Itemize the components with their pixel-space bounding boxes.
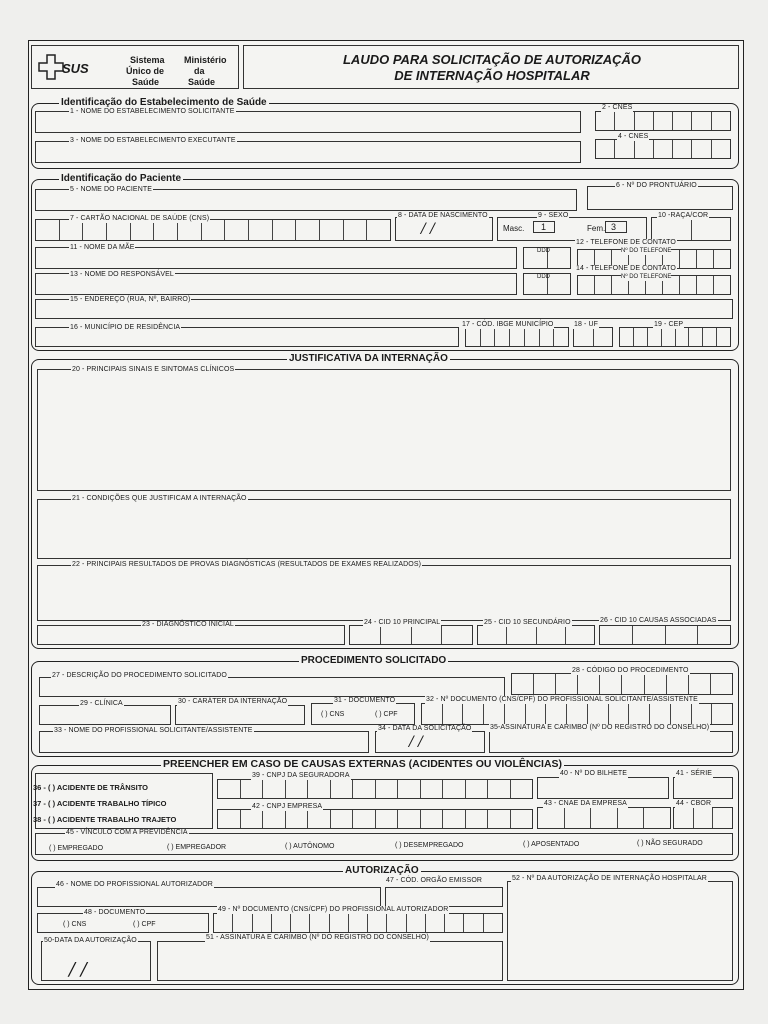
section-title-justificativa: JUSTIFICATIVA DA INTERNAÇÃO bbox=[289, 353, 448, 364]
sexo-masc-label: Masc. bbox=[503, 224, 525, 233]
label-field-31: 31 - DOCUMENTO bbox=[334, 697, 396, 704]
label-field-15: 15 - ENDEREÇO (RUA, Nº, BAIRRO) bbox=[70, 296, 191, 303]
ntel-label-2: Nº DO TELEFONE bbox=[621, 274, 672, 280]
field-20-sinais-sintomas[interactable] bbox=[37, 369, 731, 491]
field-24-cid-principal[interactable] bbox=[349, 625, 473, 645]
field-49-num-documento-autorizador[interactable] bbox=[213, 913, 503, 933]
label-field-35: 35-ASSINATURA E CARIMBO (Nº DO REGISTRO DO CONSELHO) bbox=[490, 724, 710, 731]
field-21-condicoes[interactable] bbox=[37, 499, 731, 559]
field-17-cod-ibge[interactable] bbox=[465, 327, 569, 347]
field-35-assinatura-carimbo[interactable] bbox=[489, 731, 733, 753]
sexo-fem-label: Fem. bbox=[587, 224, 606, 233]
sistema-line2: Único de bbox=[126, 66, 165, 76]
field-28-codigo-procedimento[interactable] bbox=[511, 673, 733, 695]
label-field-3: 3 - NOME DO ESTABELECIMENTO EXECUTANTE bbox=[70, 137, 236, 144]
label-field-19: 19 - CEP bbox=[654, 321, 684, 328]
label-field-30: 30 - CARÁTER DA INTERNAÇÃO bbox=[178, 698, 288, 705]
field-40-bilhete[interactable] bbox=[537, 777, 669, 799]
label-field-2: 2 - CNES bbox=[602, 104, 633, 111]
label-field-9: 9 - SEXO bbox=[538, 212, 569, 219]
label-field-13: 13 - NOME DO RESPONSÁVEL bbox=[70, 271, 174, 278]
vinculo-option-empregado[interactable]: ( ) EMPREGADO bbox=[49, 845, 104, 852]
field-34-data-solicitacao[interactable] bbox=[375, 731, 485, 753]
form-title-line1: LAUDO PARA SOLICITAÇÃO DE AUTORIZAÇÃO bbox=[342, 52, 642, 67]
doc-option-cns[interactable]: ( ) CNS bbox=[321, 711, 345, 718]
label-field-29: 29 - CLÍNICA bbox=[80, 700, 123, 707]
section-title-paciente: Identificação do Paciente bbox=[61, 173, 182, 184]
sistema-line1: Sistema bbox=[130, 55, 165, 65]
field-27-descricao-procedimento[interactable] bbox=[39, 677, 505, 697]
field-18-uf[interactable] bbox=[573, 327, 613, 347]
field-29-clinica[interactable] bbox=[39, 705, 171, 725]
form-title-line2: DE INTERNAÇÃO HOSPITALAR bbox=[394, 68, 590, 83]
header-logo-box bbox=[31, 45, 239, 89]
field-30-carater-internacao[interactable] bbox=[175, 705, 305, 725]
header-title-box bbox=[243, 45, 739, 89]
field-47-cod-orgao-emissor[interactable] bbox=[385, 887, 503, 907]
label-field-24: 24 - CID 10 PRINCIPAL bbox=[364, 619, 441, 626]
label-field-11: 11 - NOME DA MÃE bbox=[70, 244, 135, 251]
label-field-43: 43 - CNAE DA EMPRESA bbox=[544, 800, 627, 807]
label-field-27: 27 - DESCRIÇÃO DO PROCEDIMENTO SOLICITADO bbox=[52, 672, 227, 679]
label-field-40: 40 - Nº DO BILHETE bbox=[560, 770, 627, 777]
label-field-32: 32 - Nº DOCUMENTO (CNS/CPF) DO PROFISSIONAL SOLICITANTE/ASSISTENTE bbox=[426, 696, 698, 703]
auth-doc-option-cns[interactable]: ( ) CNS bbox=[63, 921, 87, 928]
label-field-18: 18 - UF bbox=[574, 321, 599, 328]
label-field-6: 6 - Nº DO PRONTUÁRIO bbox=[616, 182, 697, 189]
label-field-28: 28 - CÓDIGO DO PROCEDIMENTO bbox=[572, 667, 689, 674]
date-separator-autorizacao: / / bbox=[69, 959, 87, 980]
field-52-num-autorizacao[interactable] bbox=[507, 881, 733, 981]
ministerio-line2: da bbox=[194, 66, 205, 76]
label-field-4: 4 - CNES bbox=[618, 133, 649, 140]
field-2-cnes-solicitante[interactable] bbox=[595, 111, 731, 131]
auth-doc-option-cpf[interactable]: ( ) CPF bbox=[133, 921, 156, 928]
option-37-trabalho-tipico[interactable]: 37 - ( ) ACIDENTE TRABALHO TÍPICO bbox=[33, 799, 167, 808]
field-10-raca-cor[interactable] bbox=[651, 217, 731, 241]
label-field-52: 52 - Nº DA AUTORIZAÇÃO DE INTERNAÇÃO HOSPITALAR bbox=[512, 875, 707, 882]
label-field-20: 20 - PRINCIPAIS SINAIS E SINTOMAS CLÍNICOS bbox=[72, 366, 235, 373]
doc-option-cpf[interactable]: ( ) CPF bbox=[375, 711, 398, 718]
vinculo-option-autonomo[interactable]: ( ) AUTÔNOMO bbox=[285, 843, 335, 850]
label-field-34: 34 - DATA DA SOLICITAÇÃO bbox=[378, 725, 472, 732]
label-field-48: 48 - DOCUMENTO bbox=[84, 909, 146, 916]
label-field-16: 16 - MUNICÍPIO DE RESIDÊNCIA bbox=[70, 324, 181, 331]
section-title-autorizacao: AUTORIZAÇÃO bbox=[345, 865, 419, 876]
date-separator-solicitacao: / / bbox=[409, 734, 423, 750]
field-43-cnae-empresa[interactable] bbox=[537, 807, 671, 829]
option-36-acidente-transito[interactable]: 36 - ( ) ACIDENTE DE TRÂNSITO bbox=[33, 783, 149, 792]
field-32-num-documento[interactable] bbox=[421, 703, 733, 725]
label-field-50: 50-DATA DA AUTORIZAÇÃO bbox=[44, 937, 137, 944]
field-39-cnpj-seguradora[interactable] bbox=[217, 779, 533, 799]
label-field-1: 1 - NOME DO ESTABELECIMENTO SOLICITANTE bbox=[70, 108, 235, 115]
field-50-data-autorizacao[interactable] bbox=[41, 941, 151, 981]
label-field-42: 42 - CNPJ EMPRESA bbox=[252, 803, 323, 810]
vinculo-option-empregador[interactable]: ( ) EMPREGADOR bbox=[167, 844, 227, 851]
sus-logo-text: SUS bbox=[62, 61, 89, 76]
ddd-label-1: DDD bbox=[537, 248, 550, 254]
label-field-17: 17 - CÓD. IBGE MUNICÍPIO bbox=[462, 321, 554, 328]
label-field-12: 12 - TELEFONE DE CONTATO bbox=[576, 239, 676, 246]
field-4-cnes-executante[interactable] bbox=[595, 139, 731, 159]
label-field-51: 51 - ASSINATURA E CARIMBO (Nº DO REGISTRO DO CONSELHO) bbox=[206, 934, 429, 941]
label-field-7: 7 - CARTÃO NACIONAL DE SAÚDE (CNS) bbox=[70, 215, 210, 222]
field-25-cid-secundario[interactable] bbox=[477, 625, 595, 645]
label-field-10: 10 -RAÇA/COR bbox=[658, 212, 709, 219]
date-separator-nascimento: / / bbox=[421, 221, 435, 237]
label-field-21: 21 - CONDIÇÕES QUE JUSTIFICAM A INTERNAÇÃO bbox=[72, 495, 247, 502]
section-title-estabelecimento: Identificação do Estabelecimento de Saúde bbox=[61, 97, 267, 108]
label-field-14: 14 - TELEFONE DE CONTATO bbox=[576, 265, 676, 272]
label-field-47: 47 - CÓD. ORGÃO EMISSOR bbox=[386, 877, 483, 884]
label-field-8: 8 - DATA DE NASCIMENTO bbox=[398, 212, 488, 219]
label-field-45: 45 - VÍNCULO COM A PREVIDÊNCIA bbox=[66, 829, 188, 836]
aih-form-sheet bbox=[28, 40, 744, 990]
ntel-label-1: Nº DO TELEFONE bbox=[621, 248, 672, 254]
sus-cross-icon bbox=[38, 54, 64, 80]
label-field-39: 39 - CNPJ DA SEGURADORA bbox=[252, 772, 350, 779]
field-19-cep[interactable] bbox=[619, 327, 731, 347]
field-41-serie[interactable] bbox=[673, 777, 733, 799]
label-field-22: 22 - PRINCIPAIS RESULTADOS DE PROVAS DIAGNÓSTICAS (RESULTADOS DE EXAMES REALIZADOS) bbox=[72, 561, 422, 568]
label-field-25: 25 - CID 10 SECUNDÁRIO bbox=[484, 619, 571, 626]
section-title-procedimento: PROCEDIMENTO SOLICITADO bbox=[301, 655, 447, 666]
sexo-masc-value: 1 bbox=[541, 222, 547, 232]
label-field-44: 44 - CBOR bbox=[676, 800, 712, 807]
section-title-causas-externas: PREENCHER EM CASO DE CAUSAS EXTERNAS (ACIDENTES OU VIOLÊNCIAS) bbox=[163, 758, 563, 770]
sistema-line3: Saúde bbox=[132, 77, 160, 87]
label-field-41: 41 - SÉRIE bbox=[676, 770, 713, 777]
vinculo-option-desempregado[interactable]: ( ) DESEMPREGADO bbox=[395, 842, 464, 849]
vinculo-option-nao-segurado[interactable]: ( ) NÃO SEGURADO bbox=[637, 840, 703, 847]
label-field-23: 23 - DIAGNÓSTICO INICIAL bbox=[142, 621, 234, 628]
field-42-cnpj-empresa[interactable] bbox=[217, 809, 533, 829]
ministerio-line1: Ministério bbox=[184, 55, 227, 65]
field-51-assinatura-carimbo[interactable] bbox=[157, 941, 503, 981]
ddd-label-2: DDD bbox=[537, 274, 550, 280]
vinculo-option-aposentado[interactable]: ( ) APOSENTADO bbox=[523, 841, 580, 848]
sexo-fem-value: 3 bbox=[611, 222, 617, 232]
field-22-resultados-provas[interactable] bbox=[37, 565, 731, 621]
label-field-26: 26 - CID 10 CAUSAS ASSOCIADAS bbox=[600, 617, 717, 624]
label-field-49: 49 - Nº DOCUMENTO (CNS/CPF) DO PROFISSIONAL AUTORIZADOR bbox=[218, 906, 449, 913]
ministerio-line3: Saúde bbox=[188, 77, 216, 87]
field-44-cbor[interactable] bbox=[673, 807, 733, 829]
option-38-trabalho-trajeto[interactable]: 38 - ( ) ACIDENTE TRABALHO TRAJETO bbox=[33, 815, 177, 824]
label-field-5: 5 - NOME DO PACIENTE bbox=[70, 186, 152, 193]
field-26-cid-causas[interactable] bbox=[599, 625, 731, 645]
label-field-46: 46 - NOME DO PROFISSIONAL AUTORIZADOR bbox=[56, 881, 213, 888]
field-8-data-nascimento[interactable] bbox=[395, 217, 493, 241]
field-46-nome-autorizador[interactable] bbox=[37, 887, 381, 907]
label-field-33: 33 - NOME DO PROFISSIONAL SOLICITANTE/ASSISTENTE bbox=[54, 727, 253, 734]
